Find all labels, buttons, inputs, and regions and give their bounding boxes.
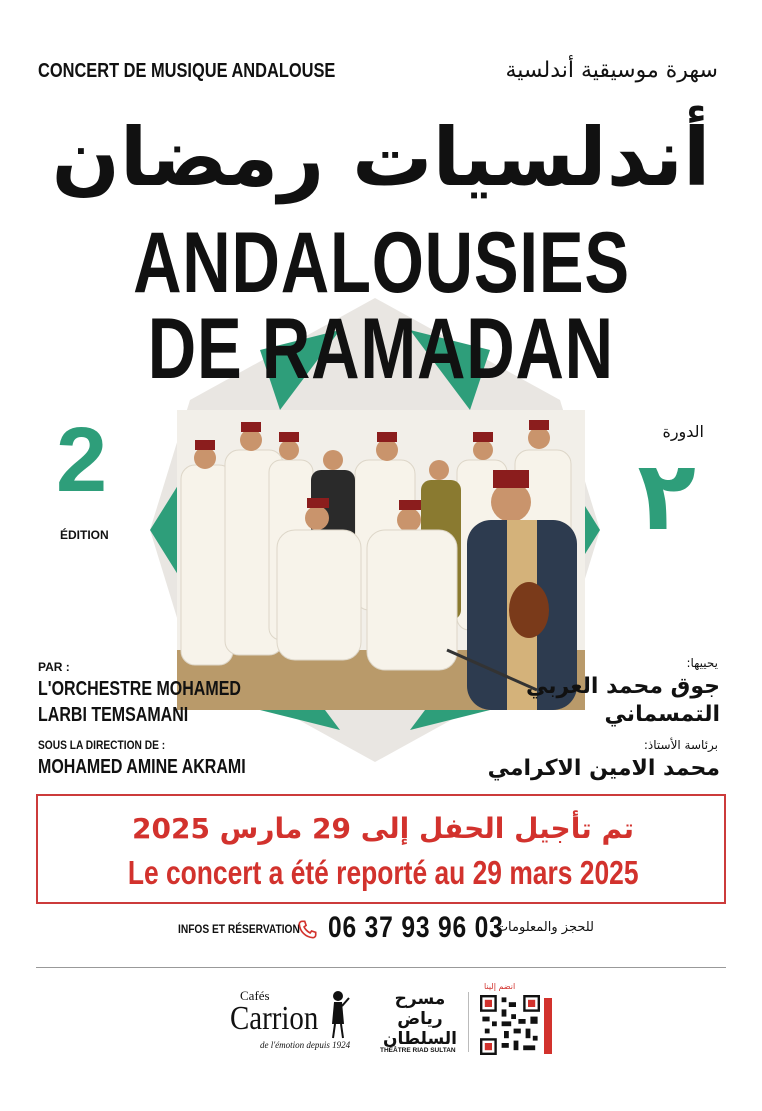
- orchestra-name-line2: LARBI TEMSAMANI: [38, 704, 189, 726]
- notice-text-ar: تم تأجيل الحفل إلى 29 مارس 2025: [132, 812, 634, 845]
- edition-label: ÉDITION: [60, 528, 109, 542]
- riad-logo-fr: THÉÂTRE RIAD SULTAN: [380, 1047, 456, 1054]
- director-name-ar: محمد الامين الاكرامي: [487, 756, 720, 781]
- cafes-carrion-logo: [230, 988, 360, 1052]
- title-arabic: أندلسيات رمضان: [51, 111, 711, 204]
- carrion-logo-tagline: de l'émotion depuis 1924: [260, 1040, 351, 1050]
- theatre-riad-sultan-logo: [380, 985, 466, 1059]
- carrion-logo-top: Cafés: [240, 988, 270, 1003]
- orchestra-name-line1: L'ORCHESTRE MOHAMED: [38, 678, 241, 700]
- orchestra-name-ar-line2: التمسماني: [604, 702, 720, 727]
- qr-code[interactable]: [480, 995, 540, 1055]
- director-name: MOHAMED AMINE AKRAMI: [38, 756, 246, 778]
- edition-number: 2: [56, 409, 108, 511]
- performers-par-label: PAR :: [38, 660, 70, 674]
- contact-label-fr: INFOS ET RÉSERVATION: [178, 922, 300, 936]
- notice-text-fr: Le concert a été reporté au 29 mars 2025: [127, 854, 639, 891]
- performers-par-label-ar: يحييها:: [686, 656, 718, 670]
- orchestra-name-ar-line1: جوق محمد العربي: [526, 674, 720, 699]
- header-concert-type-ar: سهرة موسيقية أندلسية: [505, 58, 718, 83]
- direction-label-ar: برئاسة الأستاذ:: [643, 738, 718, 752]
- contact-label-ar: للحجز والمعلومات: [495, 920, 594, 935]
- orchestra-photo: [177, 410, 585, 710]
- phone-icon: [296, 919, 318, 941]
- riad-logo-ar: مسرح رياض السلطان: [383, 989, 457, 1049]
- edition-label-ar: الدورة: [662, 422, 704, 441]
- carrion-figure-icon: [328, 990, 350, 1040]
- title-latin-line1: ANDALOUSIES: [132, 215, 630, 311]
- footer-divider: [36, 967, 726, 968]
- title-latin-line2: DE RAMADAN: [147, 301, 615, 397]
- carrion-logo-name: Carrion: [230, 1000, 319, 1037]
- postponement-notice: [36, 794, 726, 904]
- qr-label: انضم إلينا: [484, 982, 516, 991]
- direction-label: SOUS LA DIRECTION DE :: [38, 738, 166, 752]
- edition-number-ar: ٢: [637, 440, 696, 552]
- qr-side-band: [544, 998, 552, 1054]
- header-concert-type-fr: CONCERT DE MUSIQUE ANDALOUSE: [38, 60, 336, 82]
- phone-number[interactable]: 06 37 93 96 03: [328, 911, 504, 944]
- sponsor-separator: [468, 992, 469, 1052]
